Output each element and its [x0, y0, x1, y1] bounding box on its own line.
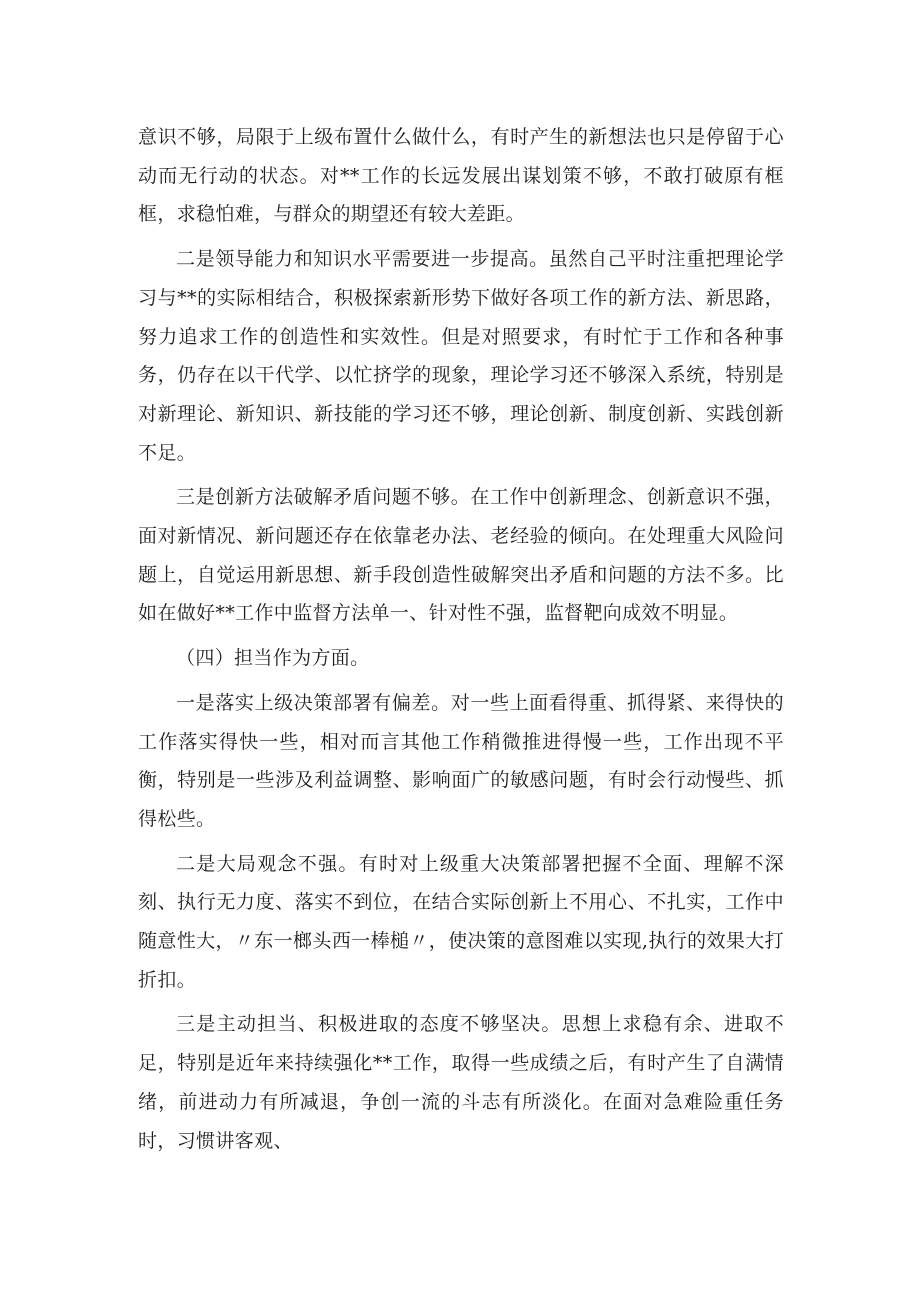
paragraph-continuation: 意识不够，局限于上级布置什么做什么，有时产生的新想法也只是停留于心动而无行动的状态。对**工作的长远发展出谋划策不够，不敢打破原有框框，求稳怕难，与群众的期望还有较大差距。 — [138, 126, 784, 226]
document-body — [138, 118, 784, 1166]
paragraph-proactive-attitude: 三是主动担当、积极进取的态度不够坚决。思想上求稳有余、进取不足，特别是近年来持续强化**工作，取得一些成绩之后，有时产生了自满情绪，前进动力有所减退，争创一流的斗志有所淡化。在面对急难险重任务时，习惯讲客观、 — [138, 1013, 784, 1152]
paragraph-overall-view: 二是大局观念不强。有时对上级重大决策部署把握不全面、理解不深刻、执行无力度、落实不到位，在结合实际创新上不用心、不扎实，工作中随意性大，〃东一榔头西一棒槌〃，使决策的意图难以实现,执行的效果大打折扣。 — [138, 852, 784, 991]
paragraph-implementation-deviation: 一是落实上级决策部署有偏差。对一些上面看得重、抓得紧、来得快的工作落实得快一些，相对而言其他工作稍微推进得慢一些，工作出现不平衡，特别是一些涉及利益调整、影响面广的敏感问题，有时会行动慢些、抓得松些。 — [138, 691, 784, 830]
paragraph-innovation-methods: 三是创新方法破解矛盾问题不够。在工作中创新理念、创新意识不强，面对新情况、新问题还存在依靠老办法、老经验的倾向。在处理重大风险问题上，自觉运用新思想、新手段创造性破解突出矛盾和问题的方法不多。比如在做好**工作中监督方法单一、针对性不强，监督靶向成效不明显。 — [138, 486, 784, 625]
paragraph-leadership-ability: 二是领导能力和知识水平需要进一步提高。虽然自己平时注重把理论学习与**的实际相结合，积极探索新形势下做好各项工作的新方法、新思路，努力追求工作的创造性和实效性。但是对照要求，有时忙于工作和各种事务，仍存在以干代学、以忙挤学的现象，理论学习还不够深入系统，特别是对新理论、新知识、新技能的学习还不够，理论创新、制度创新、实践创新不足。 — [138, 248, 784, 464]
section-heading-responsibility: （四）担当作为方面。 — [176, 647, 370, 670]
